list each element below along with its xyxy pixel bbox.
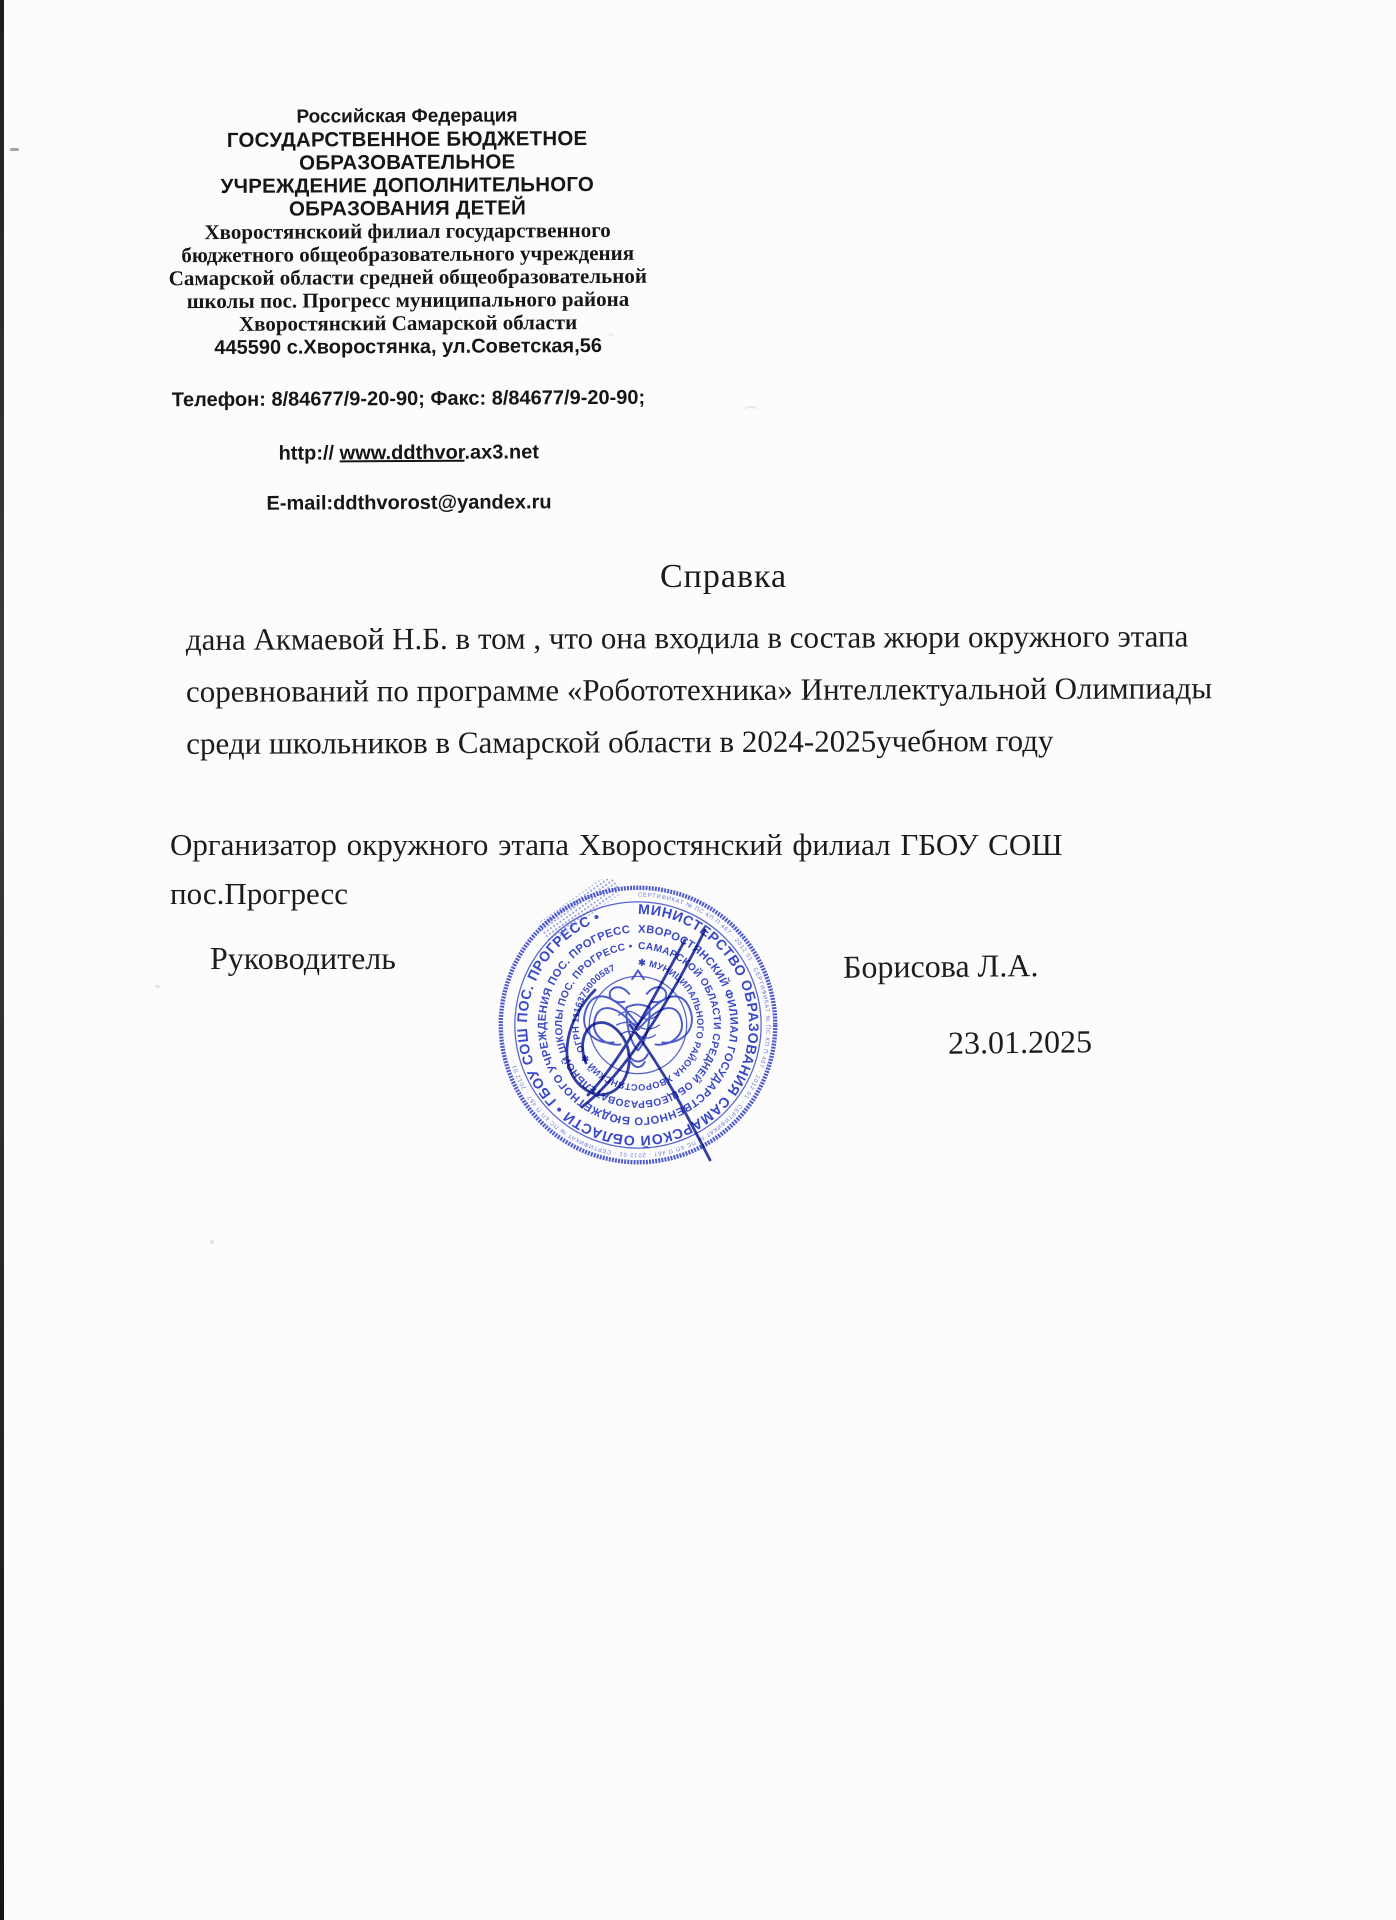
paragraph-line: дана Акмаевой Н.Б. в том , что она входила в состав жюри окружного этапа (185, 618, 1189, 657)
stamp-ring4-text: ✱ МУНИЦИПАЛЬНОГО РАЙОНА ХВОРОСТЯНСКИЙ ✱ ОГРН 1116375000587 (570, 957, 706, 1093)
stamp-outer-ring-text: МИНИСТЕРСТВО ОБРАЗОВАНИЯ САМАРСКОЙ ОБЛАСТИ • ГБОУ СОШ ПОС. ПРОГРЕСС • (513, 900, 762, 1150)
letterhead-branch-line: школы пос. Прогресс муниципального района (186, 286, 630, 314)
scan-speck (744, 406, 758, 413)
letterhead-org-line1: ГОСУДАРСТВЕННОЕ БЮДЖЕТНОЕ ОБРАЗОВАТЕЛЬНОЕ (226, 127, 588, 175)
website-suffix: .ax3.net (464, 441, 540, 464)
scan-edge-artifact (0, 0, 4, 1920)
paragraph-line: соревнований по программе «Робототехника» Интеллектуальной Олимпиады (185, 670, 1213, 709)
organizer-line: Организатор окружного этапа Хворостянский филиал ГБОУ СОШ (170, 827, 1063, 862)
letterhead-branch-line: Хворостянскоий филиал государственного (204, 217, 611, 245)
document-title: Справка (660, 558, 788, 595)
stamp-micro-ring-text: СЕРТИФИКАТ № ПС КП П 467 · 2012 01 · СЕРТИФИКАТ № ПС КП П 467 · 2012 01 · СЕРТИФИКАТ № ПС КП П 467 · 2012 01 · СЕРТИФИКАТ № ПС КП П 467 · 2012 01 · (510, 892, 771, 1158)
certificate-paragraph (186, 610, 1287, 770)
letterhead-branch-line: Хворостянский Самарской области (238, 310, 578, 336)
letterhead-phone-fax: Телефон: 8/84677/9-20-90; Факс: 8/84677/9-20-90; (171, 386, 646, 412)
signature-strokes (567, 930, 710, 1160)
letterhead-website (159, 441, 659, 466)
document-date: 23.01.2025 (947, 1023, 1093, 1061)
letterhead-branch-line: бюджетного общеобразовательного учреждения (181, 240, 635, 268)
scan-speck (608, 333, 614, 337)
handwritten-signature (470, 855, 820, 1205)
scan-speck (10, 148, 19, 151)
letterhead-email: E-mail:ddthvorost@yandex.ru (266, 491, 552, 515)
scan-speck (210, 1240, 214, 1244)
letterhead-address: 445590 с.Хворостянка, ул.Советская,56 (214, 334, 603, 360)
scan-speck (155, 985, 160, 988)
paragraph-line: среди школьников в Самарской области в 2024-2025учебном году (186, 722, 1054, 761)
website-prefix: http:// (278, 442, 340, 465)
letterhead-org-line2: УЧРЕЖДЕНИЕ ДОПОЛНИТЕЛЬНОГО ОБРАЗОВАНИЯ ДЕТЕЙ (220, 173, 595, 221)
organizer-line: пос.Прогресс (170, 876, 349, 911)
stamp-ring3-text: САМАРСКОЙ ОБЛАСТИ СРЕДНЕЙ ОБЩЕОБРАЗОВАТЕЛЬНОЙ ШКОЛЫ ПОС. ПРОГРЕСС • (553, 940, 722, 1110)
stamp-ring2-text: ХВОРОСТЯНСКИЙ ФИЛИАЛ ГОСУДАРСТВЕННОГО БЮДЖЕТНОГО УЧРЕЖДЕНИЯ ПОС. ПРОГРЕСС (536, 923, 740, 1127)
letterhead-country: Российская Федерация (296, 105, 518, 128)
letterhead-branch-line: Самарской области средней общеобразовательной (168, 263, 647, 291)
signature-name: Борисова Л.А. (842, 947, 1039, 985)
letterhead (157, 105, 659, 516)
signature-role-label: Руководитель (210, 940, 396, 976)
website-domain: www.ddthvor (339, 441, 465, 465)
